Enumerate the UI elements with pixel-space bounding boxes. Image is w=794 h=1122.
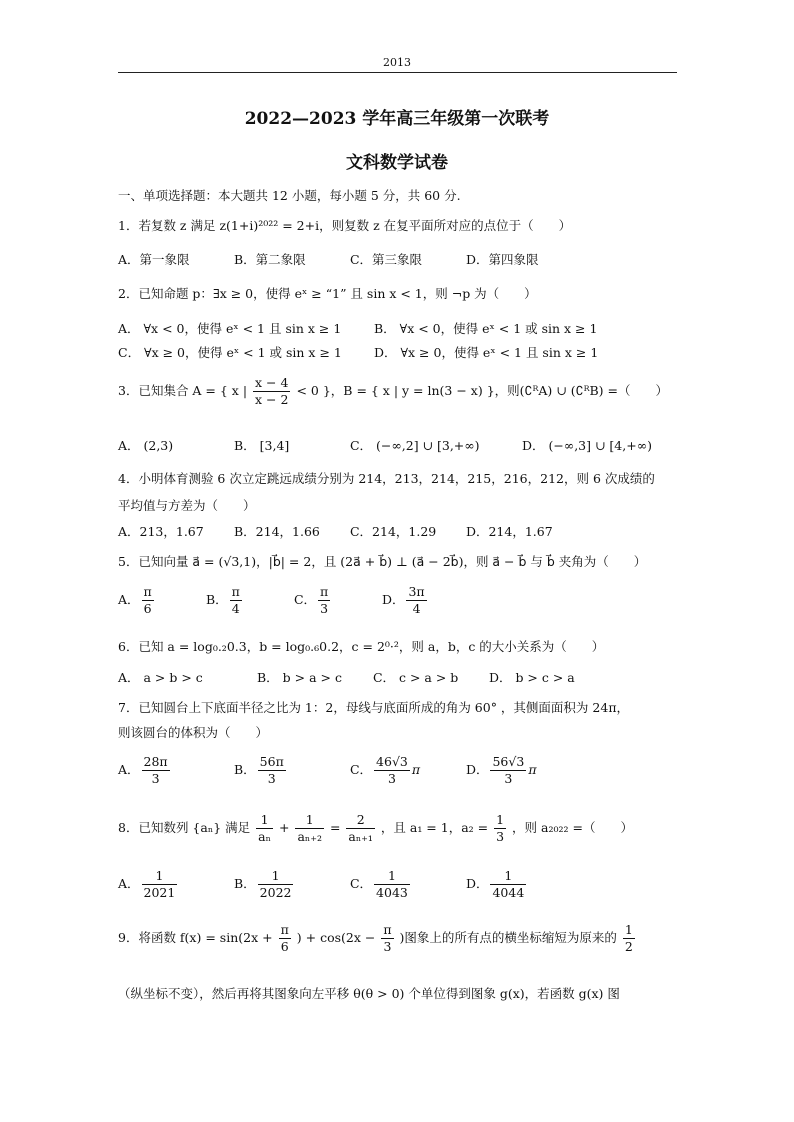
q7-option-c-tail: π xyxy=(411,762,421,777)
q5-option-d xyxy=(382,584,429,617)
q8-option-a-label: A． xyxy=(118,876,140,891)
q1-option-a: A．第一象限 xyxy=(118,252,190,267)
q8-option-b-denominator: 2022 xyxy=(259,885,292,900)
q6-option-a: A． a > b > c xyxy=(118,670,203,685)
q3-stem-b: < 0 }，B = { x | y = ln(3 − x) }，则(∁ᴿA) ∪ (∁ᴿB) =（ ） xyxy=(296,383,668,398)
q8-option-b xyxy=(234,868,346,901)
q5-option-a-fraction xyxy=(142,584,154,617)
q8-fraction-1-denominator: aₙ xyxy=(258,829,272,844)
q1-option-d: D．第四象限 xyxy=(465,252,539,267)
question-1-stem: 1．若复数 z 满足 z(1+i)²⁰²² = 2+i，则复数 z 在复平面所对应的点位于（ ） xyxy=(118,218,572,233)
q8-option-d-numerator: 1 xyxy=(490,868,526,885)
q7-option-b-fraction xyxy=(258,754,286,787)
q7-option-a-fraction xyxy=(142,754,170,787)
question-3-options xyxy=(118,436,652,454)
q3-option-b: B． [3,4] xyxy=(233,438,290,453)
q9-fraction-3 xyxy=(623,922,635,955)
question-8-options xyxy=(118,868,528,901)
q6-option-c: C． c > a > b xyxy=(372,670,459,685)
q9-fraction-3-numerator: 1 xyxy=(624,922,633,937)
question-6-options xyxy=(118,668,575,686)
header-year: 2013 xyxy=(383,56,411,69)
question-6-stem: 6．已知 a = log₀.₂0.3，b = log₀.₆0.2，c = 2⁰·²，则 a，b，c 的大小关系为（ ） xyxy=(118,639,605,654)
q8-fraction-3-denominator: aₙ₊₁ xyxy=(348,829,373,844)
question-7-options xyxy=(118,754,537,787)
q8-option-d xyxy=(466,868,528,901)
q3-option-c: C． (−∞,2] ∪ [3,+∞) xyxy=(349,438,480,453)
question-4-stem-line2: 平均值与方差为（ ） xyxy=(118,498,256,513)
q8-option-c-numerator: 1 xyxy=(374,868,410,885)
question-3-stem xyxy=(118,375,668,408)
q7-option-c-label: C． xyxy=(349,762,373,777)
q2-option-b: B． ∀x < 0，使得 eˣ < 1 或 sin x ≥ 1 xyxy=(373,321,598,336)
q4-option-b: B．214，1.66 xyxy=(233,524,320,539)
q3-stem-a: 3．已知集合 A = { x | xyxy=(118,383,248,398)
q8-option-d-fraction xyxy=(490,868,526,901)
q6-option-d: D． b > c > a xyxy=(488,670,575,685)
q6-option-b: B． b > a > c xyxy=(256,670,342,685)
q8-option-b-fraction xyxy=(258,868,294,901)
q3-option-d: D． (−∞,3] ∪ [4,+∞) xyxy=(521,438,653,453)
question-5-stem: 5．已知向量 a⃗ = (√3,1)，|b⃗| = 2，且 (2a⃗ + b⃗) ⊥ (a⃗ − 2b⃗)，则 a⃗ − b⃗ 与 b⃗ 夹角为（ ） xyxy=(118,554,647,569)
q7-option-a-label: A． xyxy=(118,762,140,777)
q8-option-a-numerator: 1 xyxy=(142,868,178,885)
question-7-stem-line1: 7．已知圆台上下底面半径之比为 1：2，母线与底面所成的角为 60° ，其侧面面积为 24π， xyxy=(118,700,630,715)
q9-fraction-1 xyxy=(279,922,291,955)
q9-stem-c: )图象上的所有点的横坐标缩短为原来的 xyxy=(399,930,617,945)
q4-option-d: D．214，1.67 xyxy=(465,524,553,539)
q8-fraction-2-denominator: aₙ₊₂ xyxy=(297,829,322,844)
q9-stem-b: ) + cos(2x − xyxy=(296,930,376,945)
q5-option-c xyxy=(294,584,378,617)
q1-option-b: B．第二象限 xyxy=(233,252,306,267)
q7-option-d-denominator: 3 xyxy=(504,771,513,786)
q5-option-a-numerator: π xyxy=(143,584,152,599)
q8-fraction-1 xyxy=(256,812,273,845)
question-7-stem-line2: 则该圆台的体积为（ ） xyxy=(118,725,269,740)
q5-option-d-fraction xyxy=(406,584,426,617)
q9-fraction-2-numerator: π xyxy=(383,922,392,937)
q8-fraction-3 xyxy=(346,812,374,845)
q5-option-d-numerator: 3π xyxy=(408,584,425,599)
q8-fraction-2-numerator: 1 xyxy=(295,812,323,829)
q3-option-a: A． (2,3) xyxy=(118,438,174,453)
q7-option-a-denominator: 3 xyxy=(151,771,160,786)
q7-option-c-numerator: 46√3 xyxy=(376,754,408,769)
q9-fraction-2-denominator: 3 xyxy=(383,939,392,954)
q7-option-c-fraction xyxy=(374,754,410,787)
q7-option-d xyxy=(466,754,537,787)
q8-fraction-4 xyxy=(494,812,506,845)
q5-option-d-denominator: 4 xyxy=(412,601,421,616)
q4-option-c: C．214，1.29 xyxy=(349,524,437,539)
q2-option-d: D． ∀x ≥ 0，使得 eˣ < 1 且 sin x ≥ 1 xyxy=(373,345,599,360)
q8-fraction-3-numerator: 2 xyxy=(346,812,374,829)
q8-stem-c: ，则 a₂₀₂₂ =（ ） xyxy=(512,820,633,835)
q8-option-c-fraction xyxy=(374,868,410,901)
q7-option-c xyxy=(350,754,462,787)
q1-option-c: C．第三象限 xyxy=(349,252,423,267)
q2-option-a: A． ∀x < 0，使得 eˣ < 1 且 sin x ≥ 1 xyxy=(118,321,342,336)
question-4-options xyxy=(118,522,553,540)
q5-option-c-denominator: 3 xyxy=(320,601,329,616)
question-5-options xyxy=(118,584,429,617)
q9-fraction-1-numerator: π xyxy=(280,922,289,937)
q8-fraction-2 xyxy=(295,812,323,845)
q8-option-b-numerator: 1 xyxy=(258,868,294,885)
question-8-stem xyxy=(118,812,633,845)
q7-option-d-numerator: 56√3 xyxy=(492,754,525,769)
q5-option-c-numerator: π xyxy=(320,584,329,599)
q5-option-b-denominator: 4 xyxy=(231,601,240,616)
q5-option-b-label: B． xyxy=(205,592,228,607)
q7-option-b-numerator: 56π xyxy=(259,754,284,769)
question-2-stem: 2．已知命题 p：∃x ≥ 0，使得 eˣ ≥ “1” 且 sin x < 1，则 ¬p 为（ ） xyxy=(118,286,537,301)
q7-option-a-numerator: 28π xyxy=(143,754,168,769)
header-rule xyxy=(118,72,677,73)
q8-option-c-label: C． xyxy=(349,876,373,891)
question-2-options-row2 xyxy=(118,343,598,361)
q8-stem-b: ，且 a₁ = 1，a₂ = xyxy=(380,820,489,835)
q2-option-c: C． ∀x ≥ 0，使得 eˣ < 1 或 sin x ≥ 1 xyxy=(118,345,342,360)
q3-fraction-denominator: x − 2 xyxy=(255,392,289,407)
q9-stem-a: 9．将函数 f(x) = sin(2x + xyxy=(118,930,273,945)
q3-fraction-numerator: x − 4 xyxy=(255,375,289,390)
question-9-line2: （纵坐标不变），然后再将其图象向左平移 θ(θ > 0) 个单位得到图象 g(x)，若函数 g(x) 图 xyxy=(118,986,620,1001)
q9-fraction-3-denominator: 2 xyxy=(624,939,633,954)
q5-option-b xyxy=(206,584,290,617)
q8-equals: = xyxy=(329,820,341,835)
q8-option-d-denominator: 4044 xyxy=(492,885,525,900)
section-heading: 一、单项选择题：本大题共 12 小题，每小题 5 分，共 60 分. xyxy=(118,188,461,203)
exam-title: 2022—2023 学年高三年级第一次联考 xyxy=(244,109,550,129)
question-2-options-row1 xyxy=(118,319,597,337)
q8-plus: + xyxy=(279,820,290,835)
q9-fraction-1-denominator: 6 xyxy=(280,939,289,954)
q3-fraction xyxy=(253,375,290,408)
question-4-stem-line1: 4．小明体育测验 6 次立定跳远成绩分别为 214，213，214，215，216，212，则 6 次成绩的 xyxy=(118,471,655,486)
q7-option-a xyxy=(118,754,230,787)
q4-option-a: A．213，1.67 xyxy=(118,524,204,539)
q8-option-a-fraction xyxy=(142,868,178,901)
q7-option-c-denominator: 3 xyxy=(387,771,396,786)
q5-option-d-label: D． xyxy=(381,592,405,607)
q5-option-a-label: A． xyxy=(118,592,140,607)
q5-option-c-label: C． xyxy=(293,592,317,607)
question-1-options xyxy=(118,250,538,268)
question-9-stem xyxy=(118,922,637,955)
q7-option-b xyxy=(234,754,346,787)
q8-fraction-4-numerator: 1 xyxy=(496,812,505,827)
q8-option-a xyxy=(118,868,230,901)
q8-option-b-label: B． xyxy=(233,876,256,891)
q5-option-b-numerator: π xyxy=(231,584,240,599)
q8-stem-a: 8．已知数列 {aₙ} 满足 xyxy=(118,820,251,835)
q8-fraction-1-numerator: 1 xyxy=(256,812,273,829)
exam-subtitle: 文科数学试卷 xyxy=(346,153,448,173)
q5-option-b-fraction xyxy=(230,584,242,617)
q7-option-b-label: B． xyxy=(233,762,256,777)
q8-fraction-4-denominator: 3 xyxy=(496,829,505,844)
q8-option-d-label: D． xyxy=(465,876,489,891)
q5-option-a xyxy=(118,584,202,617)
q8-option-a-denominator: 2021 xyxy=(143,885,176,900)
q7-option-d-fraction xyxy=(490,754,526,787)
q8-option-c-denominator: 4043 xyxy=(376,885,408,900)
q7-option-d-tail: π xyxy=(528,762,537,777)
q7-option-b-denominator: 3 xyxy=(267,771,276,786)
q5-option-c-fraction xyxy=(318,584,330,617)
q8-option-c xyxy=(350,868,462,901)
q7-option-d-label: D． xyxy=(465,762,489,777)
q9-fraction-2 xyxy=(381,922,393,955)
q5-option-a-denominator: 6 xyxy=(143,601,152,616)
